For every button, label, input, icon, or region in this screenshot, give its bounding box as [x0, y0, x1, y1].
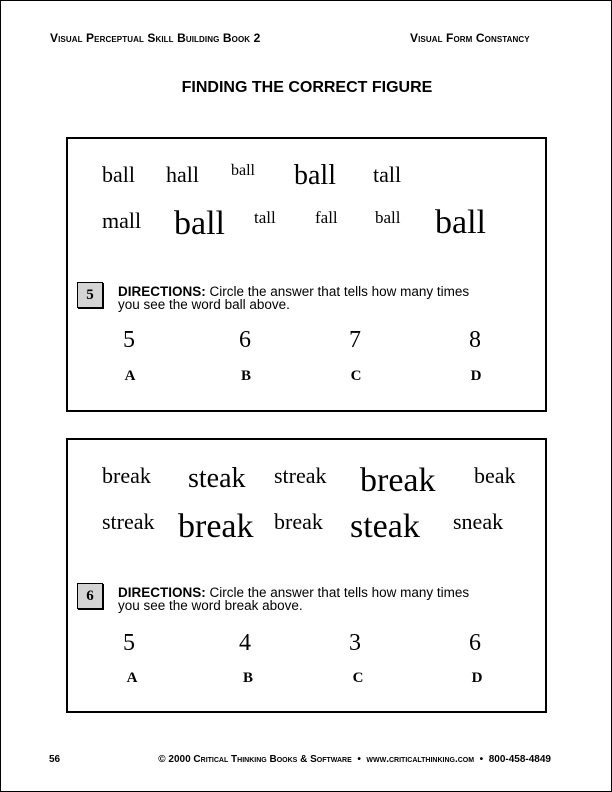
word: ball [375, 208, 401, 227]
copyright: © 2000 Critical Thinking Books & Software [158, 754, 352, 765]
bullet: • [479, 754, 484, 765]
answer-choice-c[interactable]: 7 [349, 327, 361, 353]
word: hall [166, 162, 199, 187]
exercise-5-box [66, 137, 547, 412]
word: fall [315, 208, 338, 227]
word: mall [102, 208, 142, 233]
header-book-title: Visual Perceptual Skill Building Book 2 [50, 31, 261, 45]
header-section-title: Visual Form Constancy [410, 31, 530, 45]
page-title: FINDING THE CORRECT FIGURE [181, 79, 433, 96]
word: break [178, 508, 254, 545]
answer-choice-d[interactable]: 8 [469, 327, 481, 353]
answer-choice-d[interactable]: 6 [469, 630, 481, 656]
word: sneak [453, 509, 504, 534]
answer-choice-a[interactable]: 5 [123, 327, 135, 353]
word: tall [373, 162, 402, 187]
word: break [360, 462, 436, 499]
answer-letter-b: B [240, 368, 251, 384]
word: break [102, 463, 151, 488]
word: ball [174, 205, 225, 242]
answer-letter-d: D [471, 670, 483, 686]
word: streak [274, 463, 327, 488]
footer-credits [158, 754, 551, 765]
answer-letter-a: A [126, 670, 138, 686]
directions-label: DIRECTIONS: [118, 284, 206, 299]
directions-label: DIRECTIONS: [118, 585, 206, 600]
answer-letter-c: C [352, 670, 364, 686]
exercise-number: 5 [77, 282, 103, 308]
answer-letter-c: C [350, 368, 362, 384]
answer-choice-a[interactable]: 5 [123, 630, 135, 656]
word: streak [102, 509, 155, 534]
directions-line-1: Circle the answer that tells how many times [209, 284, 470, 299]
word: steak [350, 508, 420, 545]
phone-number: 800-458-4849 [488, 754, 551, 765]
exercise-number: 6 [77, 583, 103, 609]
word: ball [231, 162, 255, 179]
answer-letter-d: D [470, 368, 482, 384]
word: ball [294, 160, 336, 191]
directions-line-1: Circle the answer that tells how many times [209, 585, 470, 600]
answer-choice-b[interactable]: 4 [239, 630, 251, 656]
answer-letter-a: A [124, 368, 136, 384]
directions [118, 285, 518, 311]
directions [118, 586, 518, 612]
answer-choice-b[interactable]: 6 [239, 327, 251, 353]
word: tall [254, 208, 276, 227]
word: ball [435, 204, 486, 241]
website-link[interactable]: www.criticalthinking.com [366, 754, 475, 765]
word: break [274, 509, 323, 534]
answer-choice-c[interactable]: 3 [349, 630, 361, 656]
page-number: 56 [49, 754, 61, 765]
directions-line-2: you see the word break above. [118, 598, 303, 613]
word: beak [474, 463, 516, 488]
word: steak [188, 463, 246, 494]
word: ball [102, 162, 135, 187]
exercise-6-box [66, 438, 547, 713]
bullet: • [357, 754, 361, 765]
directions-line-2: you see the word ball above. [118, 297, 290, 312]
answer-letter-b: B [242, 670, 253, 686]
